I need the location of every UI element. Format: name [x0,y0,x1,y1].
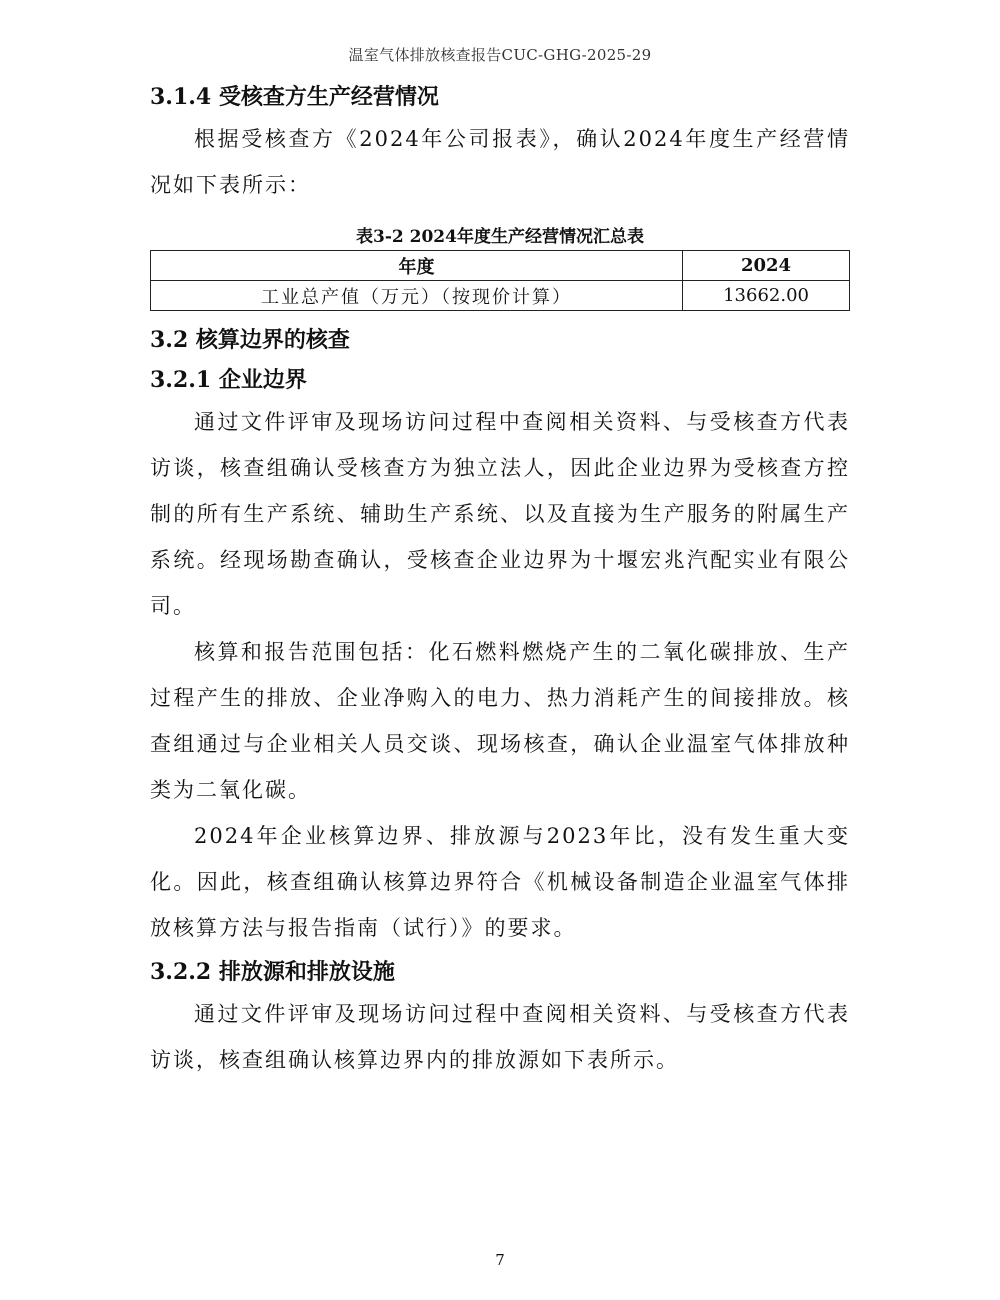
table-row [151,281,850,311]
page-header: 温室气体排放核查报告CUC-GHG-2025-29 [348,46,652,64]
paragraph-3-2-2: 通过文件评审及现场访问过程中查阅相关资料、与受核查方代表访谈，核查组确认核算边界内的排放源如下表所示。 [150,1002,850,1072]
page-number: 7 [495,1251,505,1269]
paragraph-3-2-1-c: 2024年企业核算边界、排放源与2023年比，没有发生重大变化。因此，核查组确认核算边界符合《机械设备制造企业温室气体排放核算方法与报告指南（试行）》的要求。 [150,824,850,940]
table-header-row [151,251,850,281]
table-cell-item: 工业总产值（万元）（按现价计算） [151,281,683,311]
table-header-2024: 2024 [683,251,850,281]
table-caption: 表3-2 2024年度生产经营情况汇总表 [356,227,644,247]
page-content [150,78,850,1083]
paragraph-3-2-1-b: 核算和报告范围包括：化石燃料燃烧产生的二氧化碳排放、生产过程产生的排放、企业净购入的电力、热力消耗产生的间接排放。核查组通过与企业相关人员交谈、现场核查，确认企业温室气体排放种类为二氧化碳。 [150,640,850,802]
paragraph-3-1-4: 根据受核查方《2024年公司报表》，确认2024年度生产经营情况如下表所示： [150,127,850,197]
paragraph-3-2-1-a: 通过文件评审及现场访问过程中查阅相关资料、与受核查方代表访谈，核查组确认受核查方为独立法人，因此企业边界为受核查方控制的所有生产系统、辅助生产系统、以及直接为生产服务的附属生产系统。经现场勘查确认，受核查企业边界为十堰宏兆汽配实业有限公司。 [150,410,850,618]
heading-3-2-1: 3.2.1 企业边界 [150,367,307,393]
heading-3-1-4: 3.1.4 受核查方生产经营情况 [150,84,439,110]
heading-3-2: 3.2 核算边界的核查 [150,327,350,353]
table-cell-value: 13662.00 [683,281,850,311]
table-header-year: 年度 [151,251,683,281]
production-table [150,250,850,311]
heading-3-2-2: 3.2.2 排放源和排放设施 [150,959,395,985]
